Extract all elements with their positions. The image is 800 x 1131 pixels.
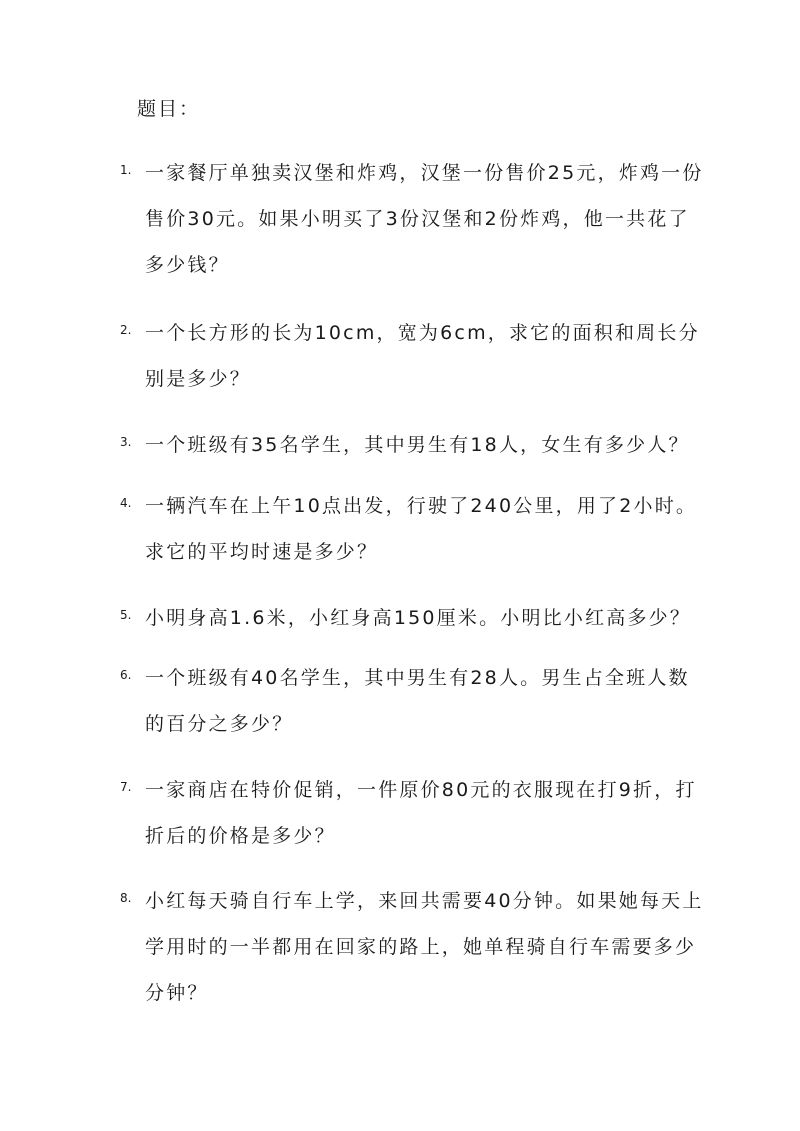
question-text: 一家餐厅单独卖汉堡和炸鸡，汉堡一份售价25元，炸鸡一份售价30元。如果小明买了3份汉堡和2份炸鸡，他一共花了多少钱？ [145,162,704,276]
question-number: 3. [120,435,132,449]
question-text: 一个班级有35名学生，其中男生有18人，女生有多少人？ [145,434,690,456]
question-number: 2. [120,323,132,337]
question-text: 小红每天骑自行车上学，来回共需要40分钟。如果她每天上学用时的一半都用在回家的路上，她单程骑自行车需要多少分钟？ [145,890,704,1004]
question-text: 一个班级有40名学生，其中男生有28人。男生占全班人数的百分之多少？ [145,667,690,735]
question-number: 6. [120,668,132,682]
page-heading: 题目： [137,98,201,120]
question-text: 小明身高1.6米，小红身高150厘米。小明比小红高多少？ [145,607,692,629]
question-number: 7. [120,780,132,794]
question-number: 5. [120,608,132,622]
question-number: 1. [120,163,132,177]
question-number: 4. [120,496,132,510]
question-text: 一辆汽车在上午10点出发，行驶了240公里，用了2小时。求它的平均时速是多少？ [145,495,698,563]
question-number: 8. [120,891,132,905]
question-text: 一家商店在特价促销，一件原价80元的衣服现在打9折，打折后的价格是多少？ [145,779,697,847]
question-text: 一个长方形的长为10cm，宽为6cm，求它的面积和周长分别是多少？ [145,322,700,390]
